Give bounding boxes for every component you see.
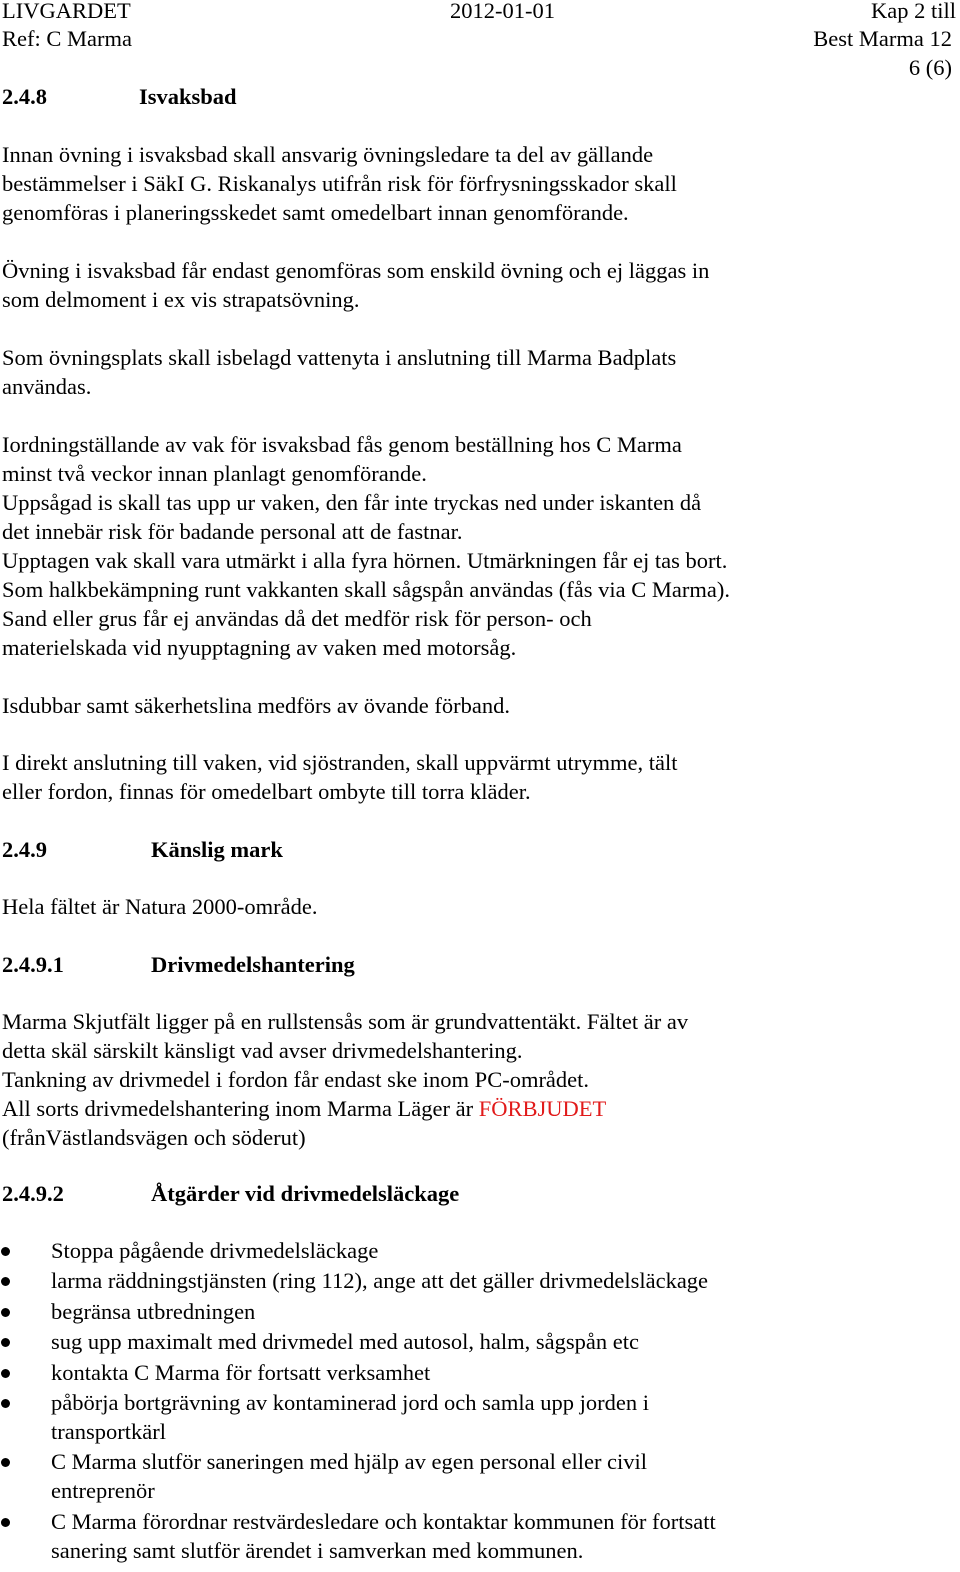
text-line: Uppsågad is skall tas upp ur vaken, den får inte tryckas ned under iskanten då — [2, 490, 702, 515]
header-ref: Ref: C Marma — [2, 26, 132, 51]
text-line: Tankning av drivmedel i fordon får endast ske inom PC-området. — [2, 1067, 590, 1092]
text-line: materielskada vid nyupptagning av vaken med motorsåg. — [2, 635, 517, 660]
list-item-text: begränsa utbredningen — [51, 1298, 256, 1324]
list-item-text: larma räddningstjänsten (ring 112), ange att det gäller drivmedelsläckage — [51, 1268, 709, 1294]
section-number-249: 2.4.9 — [2, 837, 47, 862]
paragraph-uppvarmt-utrymme — [2, 748, 942, 806]
section-title-drivmedelshantering: Drivmedelshantering — [151, 952, 355, 977]
section-title-isvaksbad: Isvaksbad — [139, 84, 237, 109]
text-line: Upptagen vak skall vara utmärkt i alla fyra hörnen. Utmärkningen får ej tas bort. — [2, 548, 728, 573]
paragraph-natura: Hela fältet är Natura 2000-område. — [2, 894, 318, 919]
list-item — [0, 1507, 960, 1565]
paragraph-ovningsplats — [2, 343, 942, 401]
forbjudet-emphasis: FÖRBJUDET — [478, 1096, 607, 1121]
list-item-text: Stoppa pågående drivmedelsläckage — [51, 1238, 379, 1263]
section-number-2492: 2.4.9.2 — [2, 1181, 64, 1206]
bullet-icon — [1, 1308, 10, 1317]
section-title-atgarder: Åtgärder vid drivmedelsläckage — [151, 1181, 460, 1206]
text-line: I direkt anslutning till vaken, vid sjöstranden, skall uppvärmt utrymme, tält — [2, 750, 678, 775]
text-line: användas. — [2, 374, 92, 399]
paragraph-drivmedelshantering — [2, 1007, 942, 1152]
list-item-text: sanering samt slutför ärendet i samverkan med kommunen. — [51, 1537, 584, 1563]
text-line: eller fordon, finnas för omedelbart ombyte till torra kläder. — [2, 779, 531, 804]
text-line: bestämmelser i SäkI G. Riskanalys utifrån risk för förfrysningsskador skall — [2, 171, 677, 196]
list-item — [0, 1388, 960, 1446]
text-line: Isdubbar samt säkerhetslina medförs av övande förband. — [2, 693, 510, 718]
bullet-icon — [1, 1399, 10, 1408]
header-kap: Kap 2 till — [871, 0, 956, 23]
paragraph-isvaksbad-intro — [2, 140, 942, 227]
text-line: minst två veckor innan planlagt genomförande. — [2, 461, 427, 486]
list-item — [0, 1358, 960, 1387]
list-item-text: kontakta C Marma för fortsatt verksamhet — [51, 1359, 431, 1385]
header-date: 2012-01-01 — [450, 0, 555, 23]
list-item-text: transportkärl — [51, 1418, 166, 1444]
section-number-248: 2.4.8 — [2, 84, 47, 109]
paragraph-vak-rules — [2, 430, 942, 662]
bullet-icon — [1, 1277, 10, 1286]
bullet-icon — [1, 1338, 10, 1347]
text-line: som delmoment i ex vis strapatsövning. — [2, 287, 360, 312]
text-line: Som halkbekämpning runt vakkanten skall sågspån användas (fås via C Marma). — [2, 577, 730, 602]
list-item — [0, 1327, 960, 1356]
paragraph-isdubbar — [2, 691, 942, 720]
list-item-text: påbörja bortgrävning av kontaminerad jord och samla upp jorden i — [51, 1389, 649, 1415]
text-line — [2, 1094, 942, 1123]
list-item-text: C Marma förordnar restvärdesledare och kontaktar kommunen för fortsatt — [51, 1508, 716, 1534]
list-item — [0, 1236, 960, 1265]
paragraph-isvaksbad-enskild — [2, 256, 942, 314]
bullet-list-atgarder — [0, 1236, 960, 1566]
bullet-icon — [1, 1247, 10, 1256]
text-line: Sand eller grus får ej användas då det medför risk för person- och — [2, 606, 592, 631]
header-org: LIVGARDET — [2, 0, 131, 23]
list-item — [0, 1297, 960, 1326]
bullet-icon — [1, 1369, 10, 1378]
text-line: Som övningsplats skall isbelagd vattenyta i anslutning till Marma Badplats — [2, 345, 677, 370]
section-title-kanslig-mark: Känslig mark — [151, 837, 283, 862]
text-line: Innan övning i isvaksbad skall ansvarig övningsledare ta del av gällande — [2, 142, 654, 167]
list-item — [0, 1266, 960, 1295]
list-item-text: C Marma slutför saneringen med hjälp av egen personal eller civil — [51, 1449, 648, 1475]
header-best: Best Marma 12 — [813, 26, 952, 51]
text-line: genomföras i planeringsskedet samt omedelbart innan genomförande. — [2, 200, 629, 225]
text-line: detta skäl särskilt känsligt vad avser drivmedelshantering. — [2, 1038, 523, 1063]
text-line: Iordningställande av vak för isvaksbad fås genom beställning hos C Marma — [2, 432, 682, 457]
bullet-icon — [1, 1518, 10, 1527]
list-item — [0, 1447, 960, 1505]
section-number-2491: 2.4.9.1 — [2, 952, 64, 977]
text-prefix: All sorts drivmedelshantering inom Marma Läger är — [2, 1096, 479, 1121]
header-page-number: 6 (6) — [908, 55, 952, 80]
list-item-text: sug upp maximalt med drivmedel med autosol, halm, sågspån etc — [51, 1329, 639, 1355]
list-item-text: entreprenör — [51, 1478, 155, 1504]
bullet-icon — [1, 1458, 10, 1467]
text-line: det innebär risk för badande personal att de fastnar. — [2, 519, 463, 544]
text-line: Övning i isvaksbad får endast genomföras som enskild övning och ej läggas in — [2, 258, 710, 283]
text-line: (frånVästlandsvägen och söderut) — [2, 1125, 306, 1150]
text-line: Marma Skjutfält ligger på en rullstensås som är grundvattentäkt. Fältet är av — [2, 1009, 689, 1034]
